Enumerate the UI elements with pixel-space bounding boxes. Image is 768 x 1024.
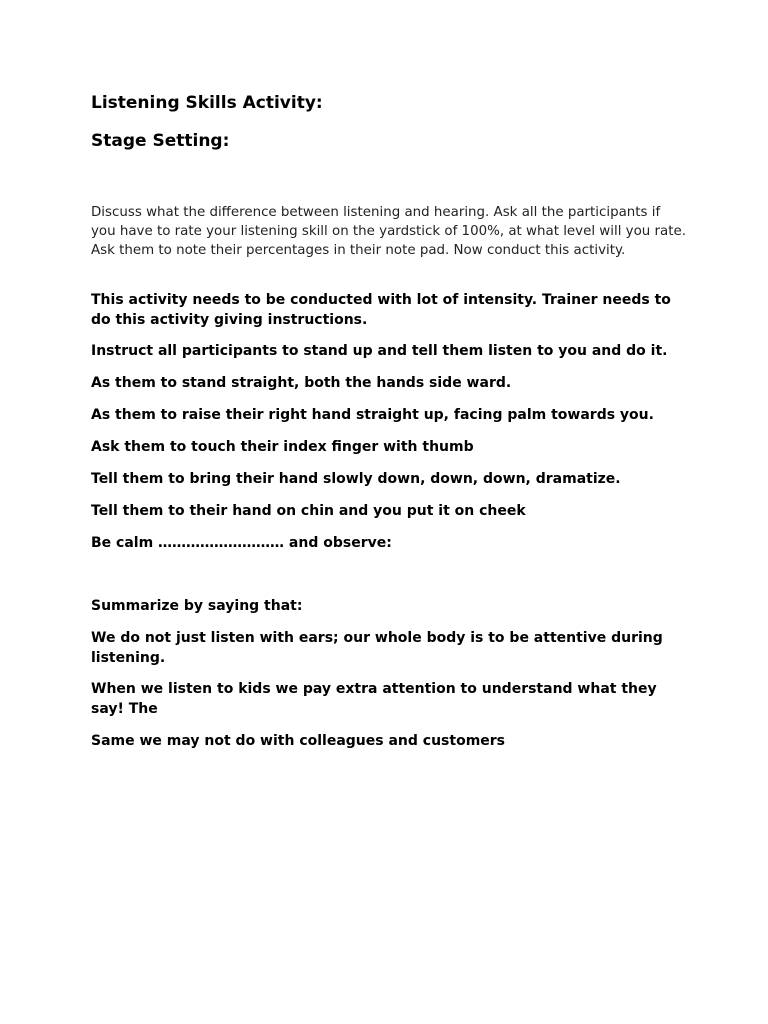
section-heading: Stage Setting: [91,131,230,151]
intro-paragraph: Discuss what the difference between listening and hearing. Ask all the participants if you have to rate your listening skill on the yardstick of 100%, at what level will you rate. Ask them to note their percentages in their note pad. Now conduct this activity. [91,205,686,258]
summary-paragraph: When we listen to kids we pay extra attention to understand what they say! The [91,681,657,717]
document-title: Listening Skills Activity: [91,93,323,113]
instruction-paragraph: This activity needs to be conducted with lot of intensity. Trainer needs to do this activity giving instructions. [91,292,671,328]
instruction-paragraph: Tell them to their hand on chin and you put it on cheek [91,503,526,519]
instruction-paragraph: As them to stand straight, both the hands side ward. [91,375,512,391]
instruction-paragraph: As them to raise their right hand straight up, facing palm towards you. [91,407,654,423]
instruction-paragraph: Ask them to touch their index finger with thumb [91,439,474,455]
instruction-paragraph: Tell them to bring their hand slowly down, down, down, dramatize. [91,471,621,487]
summary-heading: Summarize by saying that: [91,598,303,614]
instruction-paragraph: Be calm ……………………… and observe: [91,535,392,551]
summary-paragraph: We do not just listen with ears; our whole body is to be attentive during listening. [91,630,663,666]
instruction-paragraph: Instruct all participants to stand up and tell them listen to you and do it. [91,343,668,359]
summary-paragraph: Same we may not do with colleagues and customers [91,733,506,749]
